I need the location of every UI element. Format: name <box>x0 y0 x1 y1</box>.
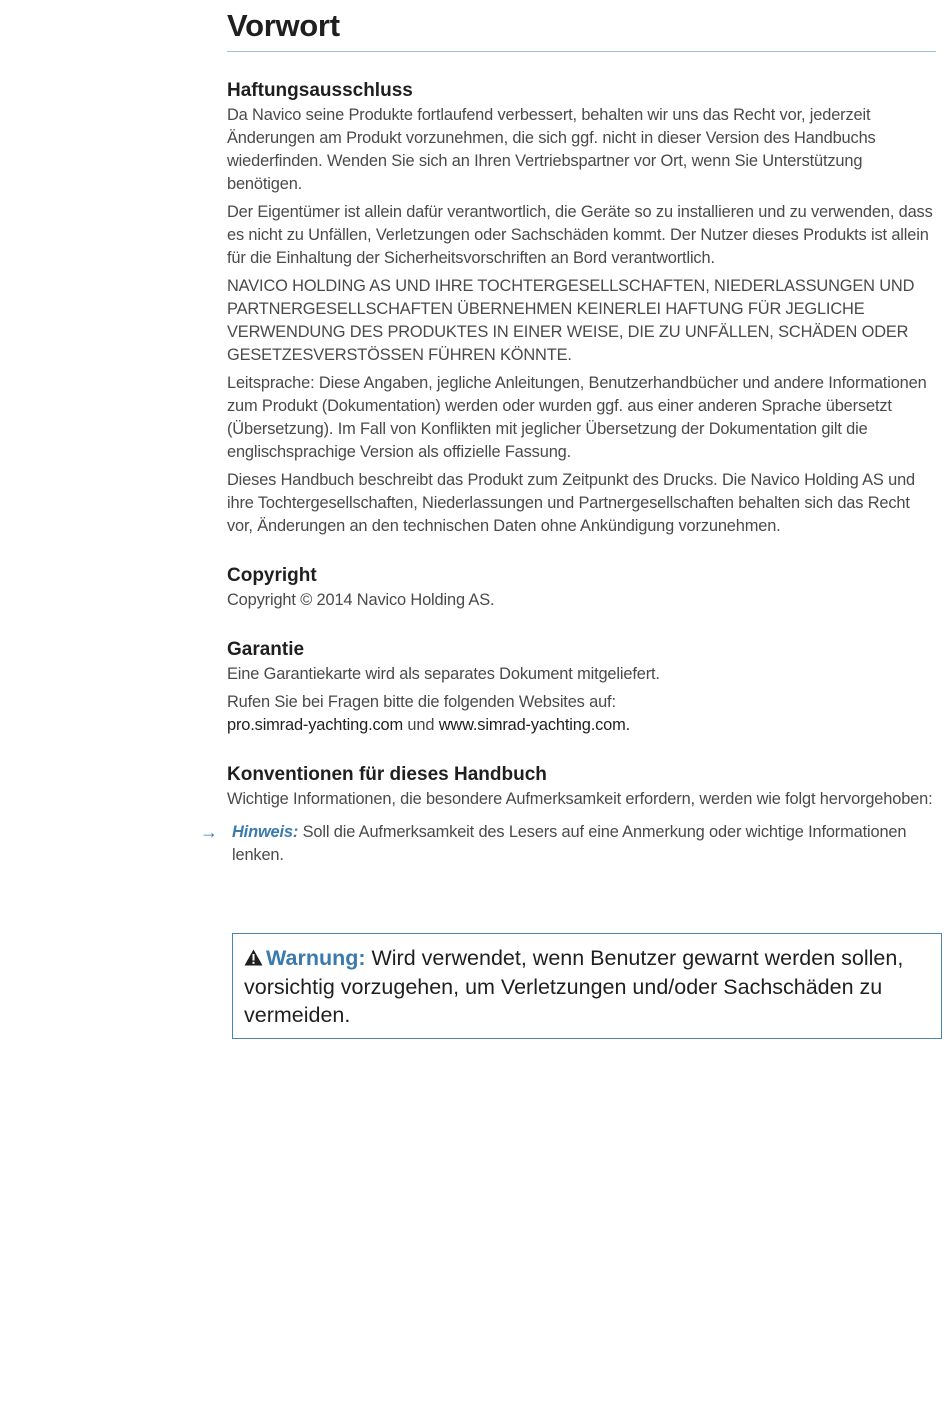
disclaimer-paragraph: Dieses Handbuch beschreibt das Produkt zum Zeitpunkt des Drucks. Die Navico Holding AS und ihre Tochtergesellschaften, Niederlassungen und Partnergesellschaften behalten sich das Recht vor, Änderungen an den technischen Daten ohne Ankündigung vorzunehmen. <box>227 471 916 535</box>
conventions-text: Wichtige Informationen, die besondere Aufmerksamkeit erfordern, werden wie folgt hervorgehoben: <box>227 790 933 808</box>
warning-triangle-icon <box>244 945 263 973</box>
conventions-heading: Konventionen für dieses Handbuch <box>227 764 547 785</box>
link-joiner: und <box>403 716 439 734</box>
warranty-text: Eine Garantiekarte wird als separates Dokument mitgeliefert. <box>227 665 660 683</box>
note-text: Soll die Aufmerksamkeit des Lesers auf eine Anmerkung oder wichtige Informationen lenken. <box>232 823 907 864</box>
warranty-section <box>227 637 939 737</box>
copyright-text: Copyright © 2014 Navico Holding AS. <box>227 591 495 609</box>
disclaimer-paragraph: NAVICO HOLDING AS UND IHRE TOCHTERGESELLSCHAFTEN, NIEDERLASSUNGEN UND PARTNERGESELLSCHAFTEN ÜBERNEHMEN KEINERLEI HAFTUNG FÜR JEGLICHE VERWENDUNG DES PRODUKTES IN EINER WEISE, DIE ZU UNFÄLLEN, SCHÄDEN ODER GESETZESVERSTÖSSEN FÜHREN KÖNNTE. <box>227 277 915 364</box>
disclaimer-section <box>227 78 939 538</box>
warranty-heading: Garantie <box>227 639 305 660</box>
websites-intro: Rufen Sie bei Fragen bitte die folgenden Websites auf: <box>227 693 616 711</box>
copyright-section <box>227 563 939 612</box>
page-title: Vorwort <box>227 8 340 43</box>
disclaimer-paragraph: Da Navico seine Produkte fortlaufend verbessert, behalten wir uns das Recht vor, jederzeit Änderungen am Produkt vorzunehmen, die sich ggf. nicht in dieser Version des Handbuchs wiederfinden. Wenden Sie sich an Ihren Vertriebspartner vor Ort, wenn Sie Unterstützung benötigen. <box>227 106 876 193</box>
warranty-websites-text <box>227 691 939 737</box>
warning-callout <box>232 933 942 1039</box>
warning-text: Wird verwendet, wenn Benutzer gewarnt werden sollen, vorsichtig vorzugehen, um Verletzungen und/oder Sachschäden zu vermeiden. <box>244 946 904 1027</box>
website-link-pro[interactable]: pro.simrad-yachting.com <box>227 716 403 734</box>
main-content <box>200 78 939 867</box>
arrow-right-icon: → <box>200 822 218 842</box>
website-link-main[interactable]: www.simrad-yachting.com. <box>438 716 631 734</box>
note-callout <box>200 821 939 867</box>
warning-label: Warnung: <box>266 946 366 970</box>
title-divider <box>227 51 936 52</box>
disclaimer-paragraph: Der Eigentümer ist allein dafür verantwortlich, die Geräte so zu installieren und zu verwenden, dass es nicht zu Unfällen, Verletzungen oder Sachschäden kommt. Der Nutzer dieses Produkts ist allein für die Einhaltung der Sicherheitsvorschriften an Bord verantwortlich. <box>227 203 933 267</box>
conventions-section <box>200 762 939 867</box>
note-label: Hinweis: <box>232 823 299 841</box>
copyright-heading: Copyright <box>227 565 317 586</box>
disclaimer-heading: Haftungsausschluss <box>227 80 413 101</box>
disclaimer-paragraph: Leitsprache: Diese Angaben, jegliche Anleitungen, Benutzerhandbücher und andere Informationen zum Produkt (Dokumentation) werden oder wurden ggf. aus einer anderen Sprache übersetzt (Übersetzung). Im Fall von Konflikten mit jeglicher Übersetzung der Dokumentation gilt die englischsprachige Version als offizielle Fassung. <box>227 374 927 461</box>
